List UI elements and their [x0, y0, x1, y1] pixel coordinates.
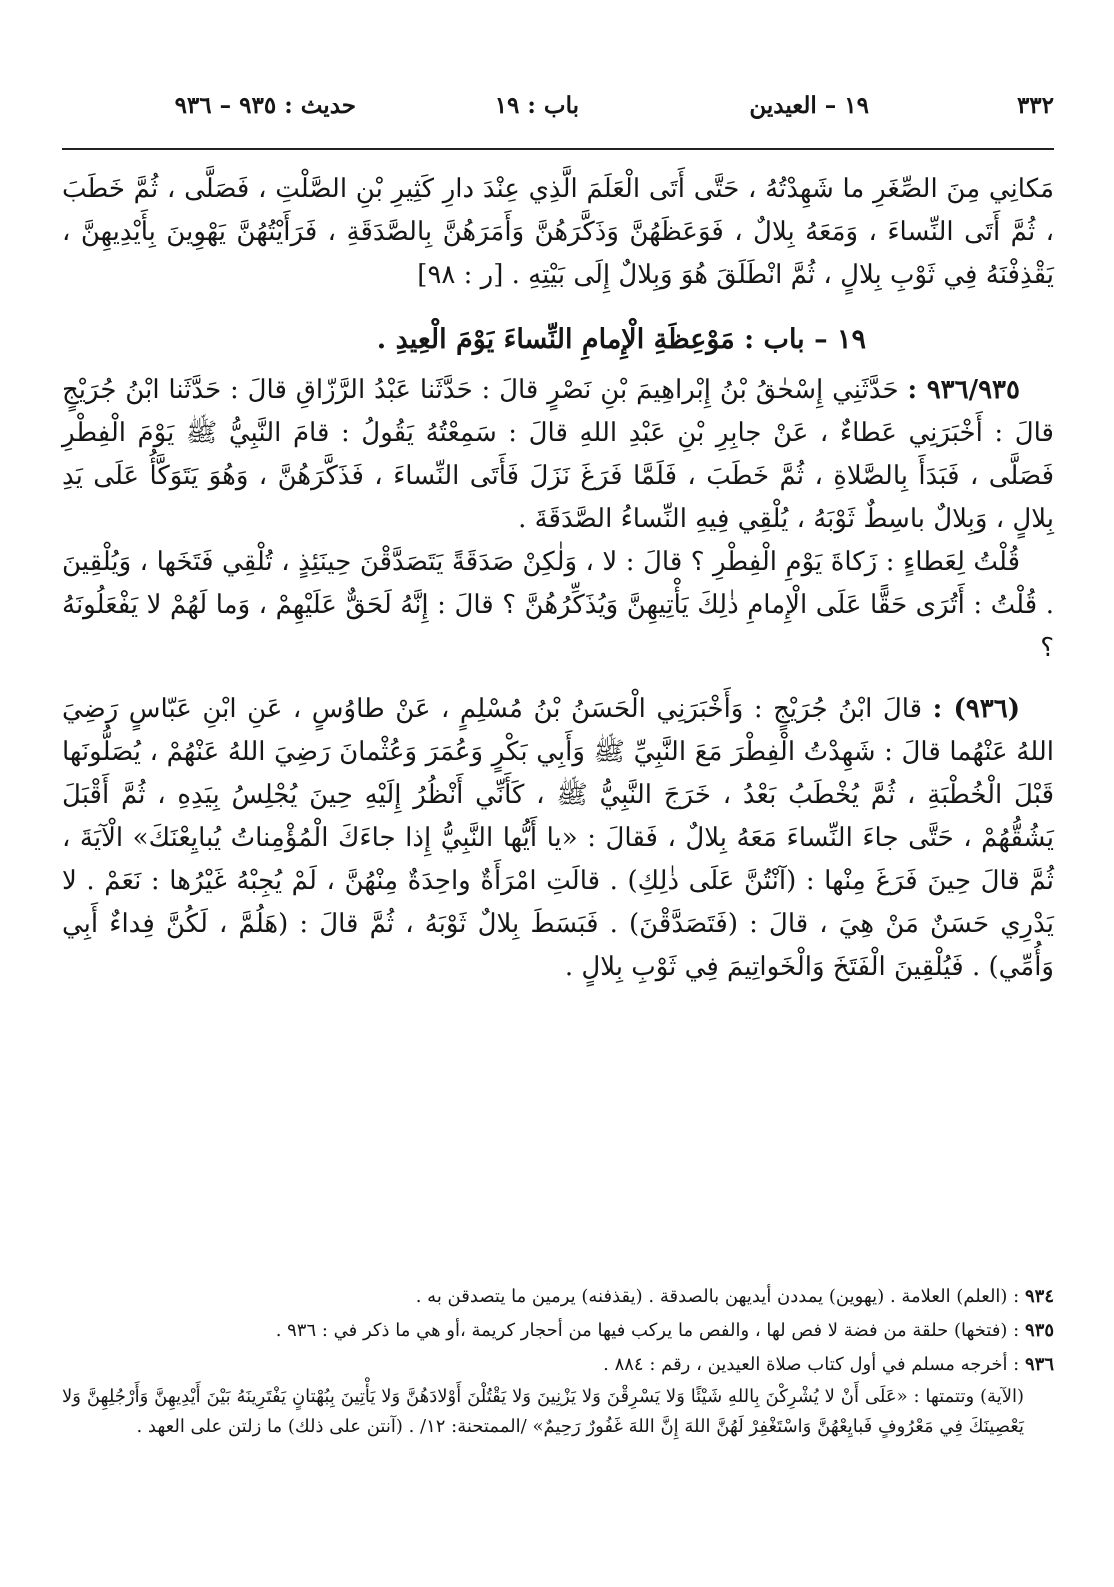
footnote-935 [62, 1314, 1054, 1348]
footnotes [62, 1280, 1054, 1442]
hadith-936-number: (٩٣٦) : [932, 694, 1021, 724]
page-number: ٣٣٢ [1016, 92, 1054, 119]
chapter-title: ١٩ – العيدين [749, 92, 869, 119]
hadith-range: حديث : ٩٣٥ – ٩٣٦ [174, 92, 356, 119]
header-rule [62, 148, 1054, 150]
main-text [62, 168, 1054, 989]
hadith-935-text: حَدَّثَنِي إِسْحٰقُ بْنُ إِبْراهِيمَ بْنِ نَصْرٍ قالَ : حَدَّثَنا عَبْدُ الرَّزّاقِ قالَ : حَدَّثَنا ابْنُ جُرَيْجٍ قالَ : أَخْبَرَنِي عَطاءٌ ، عَنْ جابِرِ بْنِ عَبْدِ اللهِ قالَ : سَمِعْتُهُ يَقُولُ : قامَ النَّبِيُّ ﷺ يَوْمَ الْفِطْرِ فَصَلَّى ، فَبَدَأَ بِالصَّلاةِ ، ثُمَّ خَطَبَ ، فَلَمَّا فَرَغَ نَزَلَ فَأَتَى النِّساءَ ، فَذَكَّرَهُنَّ ، وَهُوَ يَتَوَكَّأُ عَلَى يَدِ بِلالٍ ، وَبِلالٌ باسِطٌ ثَوْبَهُ ، يُلْقِي فِيهِ النِّساءُ الصَّدَقَةَ . [62, 375, 1054, 534]
chapter-heading: ١٩ – باب : مَوْعِظَةِ الْإِمامِ النِّساءَ يَوْمَ الْعِيدِ . [376, 324, 866, 355]
cross-reference: [ر : ٩٨] [417, 260, 504, 290]
footnote-text: : (فتخها) حلقة من فضة لا فص لها ، والفص ما يركب فيها من أحجار كريمة ،أو هي ما ذكر في : ٩٣٦ . [275, 1320, 1020, 1341]
footnote-936-continuation: (الآية) وتتمتها : «عَلَى أَنْ لا يُشْرِكْنَ بِاللهِ شَيْئًا وَلا يَسْرِقْنَ وَلا يَزْنِينَ وَلا يَقْتُلْنَ أَوْلادَهُنَّ وَلا يَأْتِينَ بِبُهْتانٍ يَفْتَرِينَهُ بَيْنَ أَيْدِيهِنَّ وَأَرْجُلِهِنَّ وَلا يَعْصِينَكَ فِي مَعْرُوفٍ فَبايِعْهُنَّ وَاسْتَغْفِرْ لَهُنَّ اللهَ إِنَّ اللهَ غَفُورٌ رَحِيمٌ» /الممتحنة: ١٢/ . (آنتن على ذلك) ما زلتن على العهد . [62, 1386, 1024, 1437]
footnote-number: ٩٣٤ [1024, 1286, 1054, 1307]
footnote-934 [62, 1280, 1054, 1314]
continued-hadith-paragraph [62, 168, 1054, 297]
hadith-936-text: قالَ ابْنُ جُرَيْجٍ : وَأَخْبَرَنِي الْحَسَنُ بْنُ مُسْلِمٍ ، عَنْ طاوُسٍ ، عَنِ ابْنِ عَبّاسٍ رَضِيَ اللهُ عَنْهُما قالَ : شَهِدْتُ الْفِطْرَ مَعَ النَّبِيِّ ﷺ وَأَبِي بَكْرٍ وَعُمَرَ وَعُثْمانَ رَضِيَ اللهُ عَنْهُمْ ، يُصَلُّونَها قَبْلَ الْخُطْبَةِ ، ثُمَّ يُخْطَبُ بَعْدُ ، خَرَجَ النَّبِيُّ ﷺ ، كَأَنِّي أَنْظُرُ إِلَيْهِ حِينَ يُجْلِسُ بِيَدِهِ ، ثُمَّ أَقْبَلَ يَشُقُّهُمْ ، حَتَّى جاءَ النِّساءَ مَعَهُ بِلالٌ ، فَقالَ : «يا أَيُّها النَّبِيُّ إِذا جاءَكَ الْمُؤْمِناتُ يُبايِعْنَكَ» الْآيَةَ ، ثُمَّ قالَ حِينَ فَرَغَ مِنْها : (آنْتُنَّ عَلَى ذٰلِكِ) . قالَتِ امْرَأَةٌ واحِدَةٌ مِنْهُنَّ ، لَمْ يُجِبْهُ غَيْرُها : نَعَمْ . لا يَدْرِي حَسَنٌ مَنْ هِيَ ، قالَ : (فَتَصَدَّقْنَ) . فَبَسَطَ بِلالٌ ثَوْبَهُ ، ثُمَّ قالَ : (هَلُمَّ ، لَكُنَّ فِداءٌ أَبِي وَأُمِّي) . فَيُلْقِينَ الْفَتَخَ وَالْخَواتِيمَ فِي ثَوْبِ بِلالٍ . [62, 694, 1054, 982]
hadith-935-number: ٩٣٦/٩٣٥ : [907, 375, 1020, 405]
hadith-936-paragraph [62, 688, 1054, 989]
continued-hadith-text: مَكانِي مِنَ الصِّغَرِ ما شَهِدْتُهُ ، حَتَّى أَتَى الْعَلَمَ الَّذِي عِنْدَ دارِ كَثِيرِ بْنِ الصَّلْتِ ، فَصَلَّى ، ثُمَّ خَطَبَ ، ثُمَّ أَتَى النِّساءَ ، وَمَعَهُ بِلالٌ ، فَوَعَظَهُنَّ وَذَكَّرَهُنَّ وَأَمَرَهُنَّ بِالصَّدَقَةِ ، فَرَأَيْتُهُنَّ يَهْوِينَ بِأَيْدِيهِنَّ ، يَقْذِفْنَهُ فِي ثَوْبِ بِلالٍ ، ثُمَّ انْطَلَقَ هُوَ وَبِلالٌ إِلَى بَيْتِهِ . [62, 174, 1054, 290]
footnote-text: : أخرجه مسلم في أول كتاب صلاة العيدين ، رقم : ٨٨٤ . [603, 1354, 1020, 1375]
qultu-paragraph: قُلْتُ لِعَطاءٍ : زَكاةَ يَوْمِ الْفِطْرِ ؟ قالَ : لا ، وَلٰكِنْ صَدَقَةً يَتَصَدَّقْنَ حِينَئِذٍ ، تُلْقِي فَتَخَها ، وَيُلْقِينَ . قُلْتُ : أَتُرَى حَقًّا عَلَى الْإِمامِ ذٰلِكَ يَأْتِيهِنَّ وَيُذَكِّرُهُنَّ ؟ قالَ : إِنَّهُ لَحَقٌّ عَلَيْهِمْ ، وَما لَهُمْ لا يَفْعَلُونَهُ ؟ [62, 547, 1054, 663]
footnote-text: : (العلم) العلامة . (يهوين) يمددن أيديهن بالصدقة . (يقذفنه) يرمين ما يتصدقن به . [415, 1286, 1020, 1307]
footnote-936 [62, 1348, 1054, 1382]
footnote-number: ٩٣٥ [1024, 1320, 1054, 1341]
footnote-number: ٩٣٦ [1024, 1354, 1054, 1375]
running-header [62, 86, 1054, 126]
bab-number: باب : ١٩ [494, 92, 579, 119]
hadith-935-paragraph [62, 369, 1054, 541]
